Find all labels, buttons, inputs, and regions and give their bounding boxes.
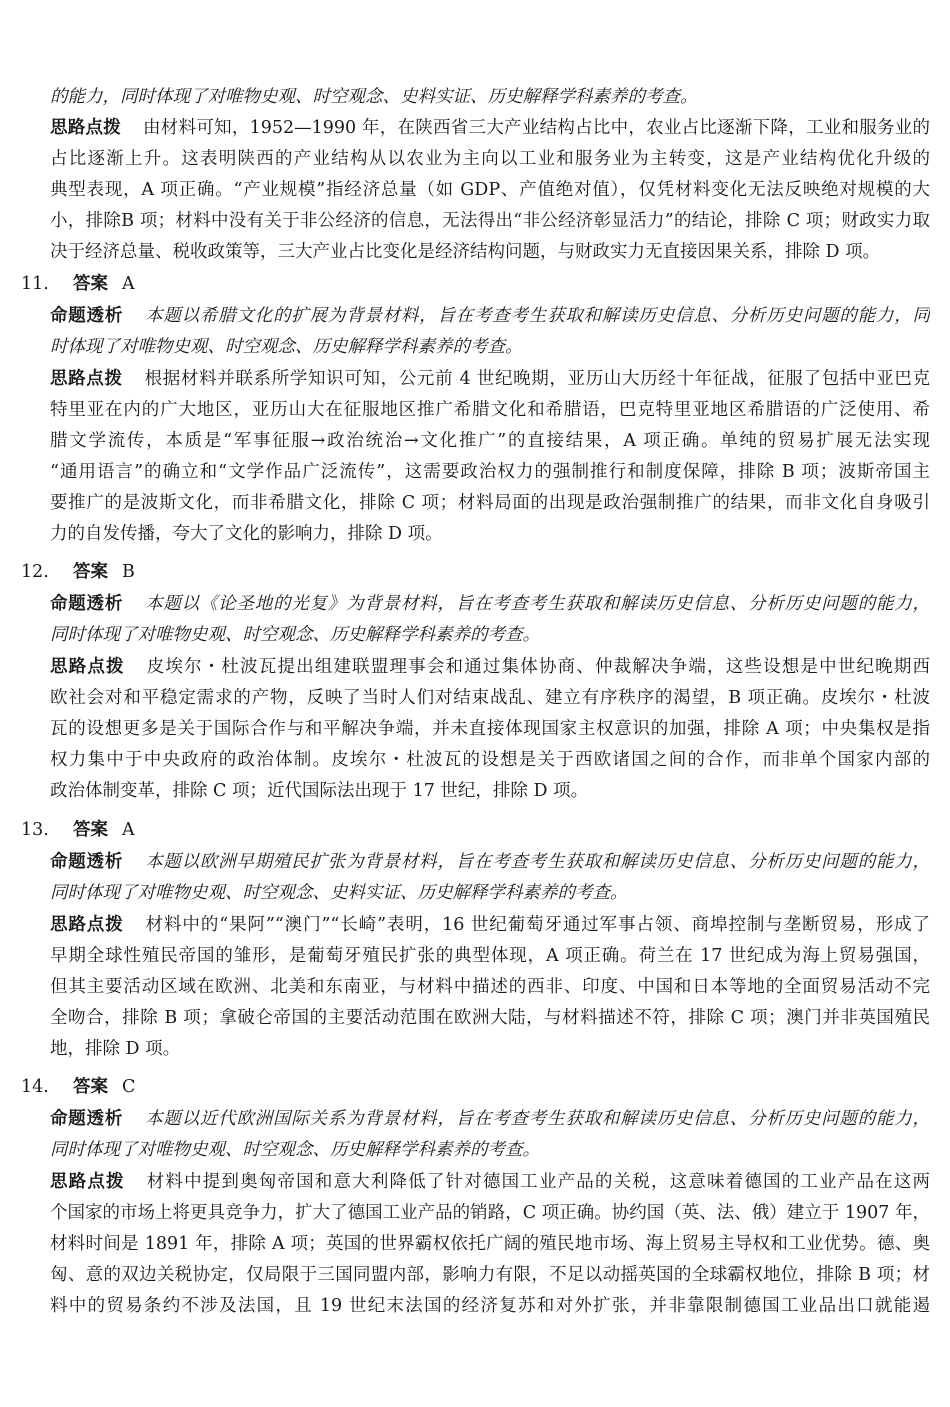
- q11-analysis-line-3: 腊文学流传，本质是“军事征服→政治统治→文化推广”的直接结果，A 项正确。单纯的贸易扩展无法实现: [50, 431, 930, 451]
- q12-intent-label: 命题透析: [50, 594, 124, 614]
- q10-analysis-line-3: 典型表现，A 项正确。“产业规模”指经济总量（如 GDP、产值绝对值），仅凭材料变化无法反映绝对规模的大: [50, 180, 930, 200]
- q14-intent-line-2: 同时体现了对唯物史观、时空观念、历史解释学科素养的考查。: [50, 1140, 540, 1160]
- q14-analysis-line-4: 匈、意的双边关税协定，仅局限于三国同盟内部，影响力有限，不足以动摇英国的全球霸权地位，排除 B 项；材: [50, 1265, 930, 1285]
- q12-answer-row: [21, 557, 421, 587]
- q12-answer-label: 答案: [73, 562, 108, 582]
- q12-intent-line-2: 同时体现了对唯物史观、时空观念、历史解释学科素养的考查。: [50, 625, 540, 645]
- q14-intent-line-1: 命题透析 本题以近代欧洲国际关系为背景材料，旨在考查考生获取和解读历史信息、分析历史问题的能力，: [50, 1109, 930, 1129]
- q10-analysis-line-2: 占比逐渐上升。这表明陕西的产业结构从以农业为主向以工业和服务业为主转变，这是产业结构优化升级的: [50, 149, 930, 169]
- q14-answer-row: [21, 1072, 421, 1102]
- q10-analysis-label: 思路点拨: [50, 118, 122, 138]
- q12-number: 12.: [21, 562, 49, 582]
- q13-analysis-line-2: 早期全球性殖民帝国的雏形，是葡萄牙殖民扩张的典型体现，A 项正确。荷兰在 17 世纪成为海上贸易强国，: [50, 946, 930, 966]
- q14-analysis-label: 思路点拨: [50, 1172, 125, 1192]
- q10-intent-tail: 的能力，同时体现了对唯物史观、时空观念、史料实证、历史解释学科素养的考查。: [50, 87, 698, 107]
- q12-analysis-line-2: 欧社会对和平稳定需求的产物，反映了当时人们对结束战乱、建立有序秩序的渴望，B 项正确。皮埃尔・杜波: [50, 688, 930, 708]
- q13-intent-line-2: 同时体现了对唯物史观、时空观念、史料实证、历史解释学科素养的考查。: [50, 883, 628, 903]
- q13-intent-label: 命题透析: [50, 852, 124, 872]
- q10-analysis-line-5: 决于经济总量、税收政策等，三大产业占比变化是经济结构问题，与财政实力无直接因果关系，排除 D 项。: [50, 242, 881, 262]
- q13-analysis-line-3: 但其主要活动区域在欧洲、北美和东南亚，与材料中描述的西非、印度、中国和日本等地的全面贸易活动不完: [50, 977, 930, 997]
- q12-analysis-line-5: 政治体制变革，排除 C 项；近代国际法出现于 17 世纪，排除 D 项。: [50, 781, 589, 801]
- q13-analysis-line-5: 地，排除 D 项。: [50, 1039, 181, 1059]
- q13-answer-row: [21, 815, 421, 845]
- q11-answer-row: [21, 269, 421, 299]
- q14-analysis-line-1: 思路点拨 材料中提到奥匈帝国和意大利降低了针对德国工业产品的关税，这意味着德国的工业产品在这两: [50, 1172, 930, 1192]
- q14-number: 14.: [21, 1077, 49, 1097]
- q11-answer: A: [122, 274, 135, 294]
- q11-intent-line-2: 时体现了对唯物史观、时空观念、历史解释学科素养的考查。: [50, 337, 523, 357]
- q13-intent-line-1: 命题透析 本题以欧洲早期殖民扩张为背景材料，旨在考查考生获取和解读历史信息、分析历史问题的能力，: [50, 852, 930, 872]
- q11-analysis-line-4: “通用语言”的确立和“文学作品广泛流传”，这需要政治权力的强制推行和制度保障，排除 B 项；波斯帝国主: [50, 462, 930, 482]
- q13-analysis-label: 思路点拨: [50, 915, 124, 935]
- q11-number: 11.: [21, 274, 49, 294]
- q13-analysis-line-1: 思路点拨 材料中的“果阿”“澳门”“长崎”表明，16 世纪葡萄牙通过军事占领、商埠控制与垄断贸易，形成了: [50, 915, 930, 935]
- q10-analysis-line-1: 思路点拨 由材料可知，1952—1990 年，在陕西省三大产业结构占比中，农业占比逐渐下降，工业和服务业的: [50, 118, 930, 138]
- q14-analysis-line-5: 料中的贸易条约不涉及法国，且 19 世纪末法国的经济复苏和对外扩张，并非靠限制德国工业品出口就能遏: [50, 1296, 930, 1316]
- q13-answer-label: 答案: [73, 820, 108, 840]
- q14-answer: C: [122, 1077, 136, 1097]
- q11-answer-label: 答案: [73, 274, 108, 294]
- q10-analysis-line-4: 小，排除B 项；材料中没有关于非公经济的信息，无法得出“非公经济彰显活力”的结论，排除 C 项；财政实力取: [50, 211, 930, 231]
- q12-analysis-line-3: 瓦的设想更多是关于国际合作与和平解决争端，并未直接体现国家主权意识的加强，排除 A 项；中央集权是指: [50, 719, 930, 739]
- q12-analysis-line-1: 思路点拨 皮埃尔・杜波瓦提出组建联盟理事会和通过集体协商、仲裁解决争端，这些设想是中世纪晚期西: [50, 657, 930, 677]
- q11-analysis-line-6: 力的自发传播，夸大了文化的影响力，排除 D 项。: [50, 524, 443, 544]
- q13-analysis-line-4: 全吻合，排除 B 项；拿破仑帝国的主要活动范围在欧洲大陆，与材料描述不符，排除 C 项；澳门并非英国殖民: [50, 1008, 930, 1028]
- q13-number: 13.: [21, 820, 49, 840]
- q13-answer: A: [122, 820, 135, 840]
- q14-intent-label: 命题透析: [50, 1109, 124, 1129]
- q12-analysis-label: 思路点拨: [50, 657, 125, 677]
- q14-answer-label: 答案: [73, 1077, 108, 1097]
- q14-analysis-line-3: 材料时间是 1891 年，排除 A 项；英国的世界霸权依托广阔的殖民地市场、海上贸易主导权和工业优势。德、奥: [50, 1234, 930, 1254]
- q12-answer: B: [122, 562, 135, 582]
- q12-intent-line-1: 命题透析 本题以《论圣地的光复》为背景材料，旨在考查考生获取和解读历史信息、分析历史问题的能力，: [50, 594, 930, 614]
- q11-intent-label: 命题透析: [50, 306, 124, 326]
- q11-analysis-line-5: 要推广的是波斯文化，而非希腊文化，排除 C 项；材料局面的出现是政治强制推广的结果，而非文化自身吸引: [50, 493, 930, 513]
- q11-analysis-line-2: 特里亚在内的广大地区，亚历山大在征服地区推广希腊文化和希腊语，巴克特里亚地区希腊语的广泛使用、希: [50, 400, 930, 420]
- q11-intent-line-1: 命题透析 本题以希腊文化的扩展为背景材料，旨在考查考生获取和解读历史信息、分析历史问题的能力，同: [50, 306, 930, 326]
- q14-analysis-line-2: 个国家的市场上将更具竞争力，扩大了德国工业产品的销路，C 项正确。协约国（英、法、俄）建立于 1907 年，: [50, 1203, 930, 1223]
- q11-analysis-label: 思路点拨: [50, 369, 123, 389]
- q12-analysis-line-4: 权力集中于中央政府的政治体制。皮埃尔・杜波瓦的设想是关于西欧诸国之间的合作，而非单个国家内部的: [50, 750, 930, 770]
- q11-analysis-line-1: 思路点拨 根据材料并联系所学知识可知，公元前 4 世纪晚期，亚历山大历经十年征战，征服了包括中亚巴克: [50, 369, 930, 389]
